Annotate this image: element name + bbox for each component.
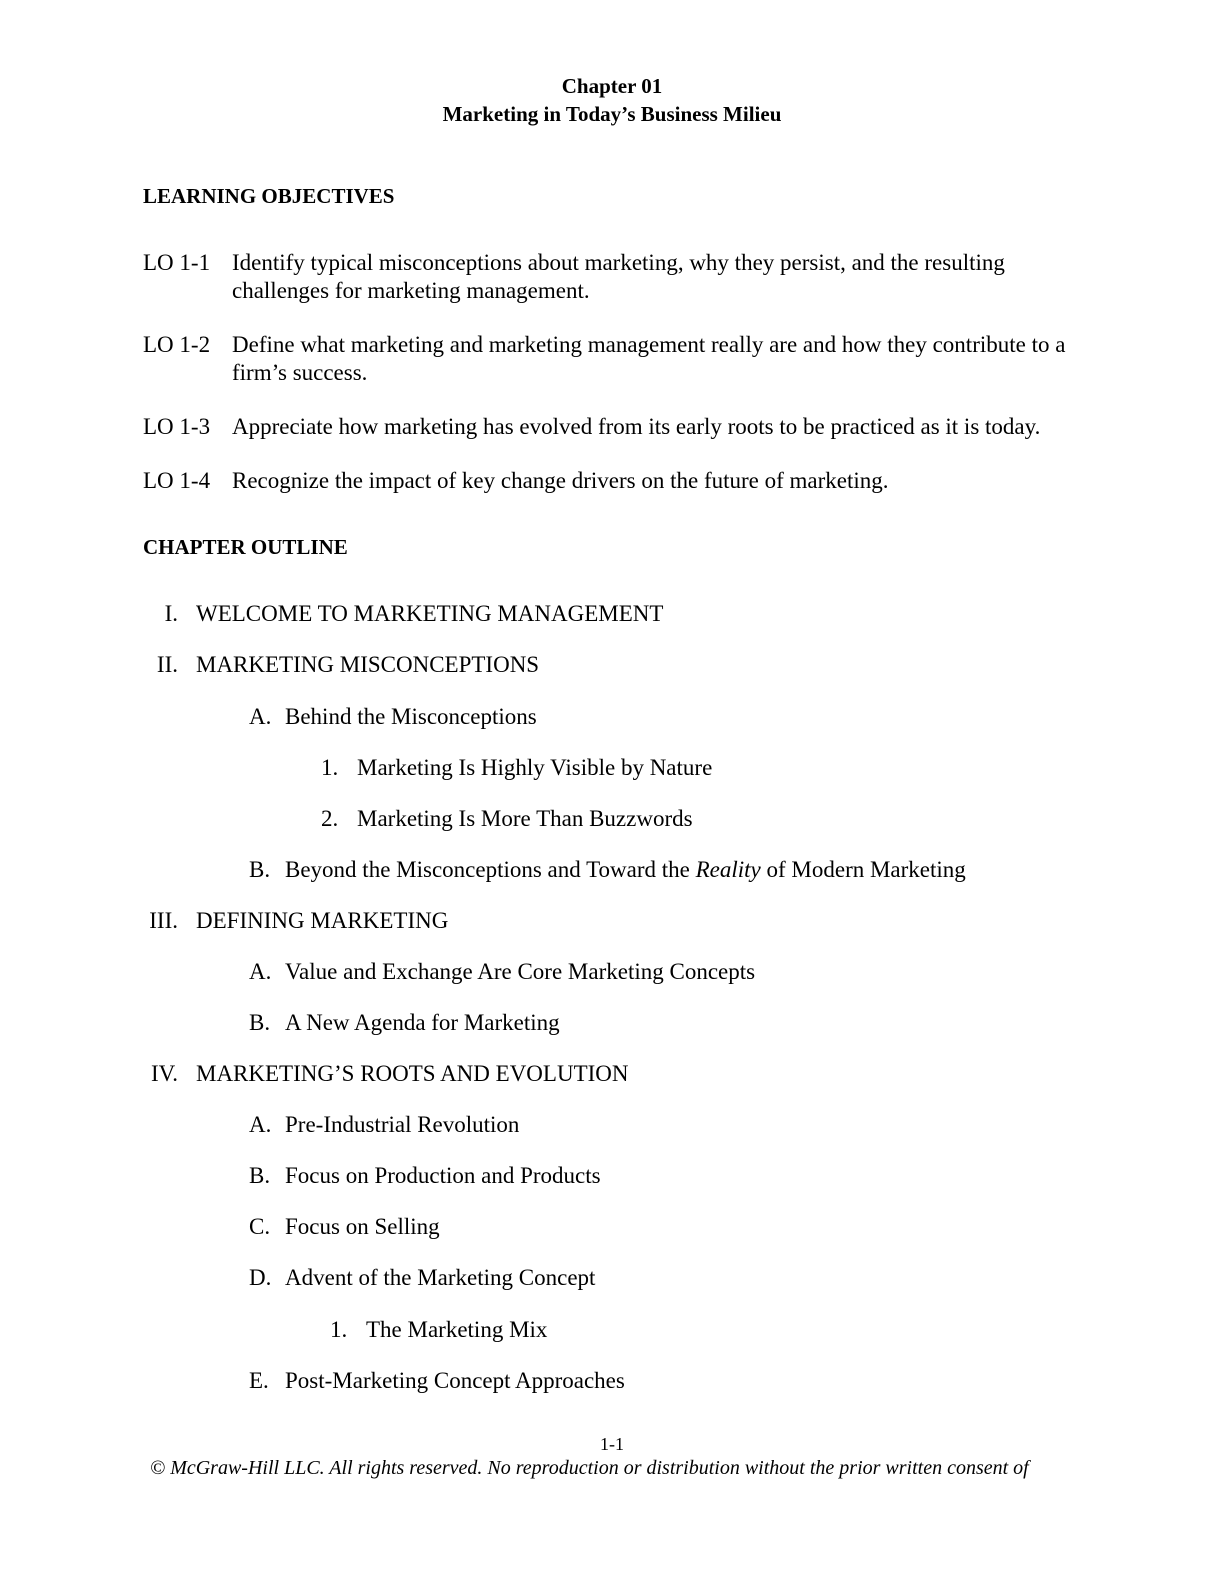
lo-text: Define what marketing and marketing management really are and how they contribute to a firm’s success. xyxy=(232,332,1066,385)
outline-item xyxy=(285,856,966,884)
outline-item: Advent of the Marketing Concept xyxy=(285,1265,596,1290)
outline-marker: III. xyxy=(149,908,178,933)
chapter-title: Marketing in Today’s Business Milieu xyxy=(442,102,782,126)
outline-marker: I. xyxy=(164,601,178,626)
outline-item: Focus on Selling xyxy=(285,1214,440,1239)
outline-marker: B. xyxy=(249,1010,271,1035)
lo-text: Appreciate how marketing has evolved from its early roots to be practiced as it is today. xyxy=(232,414,1041,439)
outline-marker: IV. xyxy=(150,1061,178,1086)
outline-marker: A. xyxy=(249,704,272,729)
lo-number: LO 1-4 xyxy=(143,468,211,493)
outline-marker: A. xyxy=(249,1112,272,1137)
outline-item: A New Agenda for Marketing xyxy=(285,1010,560,1035)
outline-item: Post-Marketing Concept Approaches xyxy=(285,1368,625,1393)
page-number: 1-1 xyxy=(600,1434,624,1454)
outline-marker: E. xyxy=(249,1368,269,1393)
outline-item: Marketing Is More Than Buzzwords xyxy=(357,806,693,831)
outline-item: Pre-Industrial Revolution xyxy=(285,1112,520,1137)
lo-number: LO 1-1 xyxy=(143,250,211,275)
outline-item: Focus on Production and Products xyxy=(285,1163,601,1188)
outline-item: MARKETING MISCONCEPTIONS xyxy=(196,652,540,677)
outline-marker: C. xyxy=(249,1214,271,1239)
outline-marker: A. xyxy=(249,959,272,984)
outline-item: Value and Exchange Are Core Marketing Concepts xyxy=(285,959,756,984)
lo-number: LO 1-2 xyxy=(143,332,211,357)
outline-item: Behind the Misconceptions xyxy=(285,704,537,729)
chapter-outline-heading: CHAPTER OUTLINE xyxy=(143,535,348,559)
outline-marker: 1. xyxy=(330,1317,348,1342)
outline-item: The Marketing Mix xyxy=(366,1317,548,1342)
outline-item-text: of Modern Marketing xyxy=(760,857,966,882)
outline-marker: II. xyxy=(156,652,178,677)
copyright-text: © McGraw-Hill LLC. All rights reserved. No reproduction or distribution without the prior written consent of xyxy=(150,1457,1029,1479)
lo-text: Identify typical misconceptions about marketing, why they persist, and the resulting challenges for marketing management. xyxy=(232,250,1005,303)
chapter-number: Chapter 01 xyxy=(561,74,663,98)
outline-item: WELCOME TO MARKETING MANAGEMENT xyxy=(196,601,664,626)
outline-marker: B. xyxy=(249,1163,271,1188)
outline-item: DEFINING MARKETING xyxy=(196,908,449,933)
outline-item: MARKETING’S ROOTS AND EVOLUTION xyxy=(196,1061,629,1086)
outline-item-emphasis: Reality xyxy=(695,857,761,882)
outline-marker: 1. xyxy=(321,755,339,780)
lo-number: LO 1-3 xyxy=(143,414,211,439)
outline-marker: B. xyxy=(249,857,271,882)
outline-marker: 2. xyxy=(321,806,339,831)
lo-text: Recognize the impact of key change drivers on the future of marketing. xyxy=(232,468,889,493)
outline-marker: D. xyxy=(249,1265,272,1290)
copyright-notice xyxy=(150,1452,1070,1479)
outline-item-text: Beyond the Misconceptions and Toward the xyxy=(285,857,696,882)
learning-objectives-heading: LEARNING OBJECTIVES xyxy=(143,184,395,208)
outline-item: Marketing Is Highly Visible by Nature xyxy=(357,755,713,780)
